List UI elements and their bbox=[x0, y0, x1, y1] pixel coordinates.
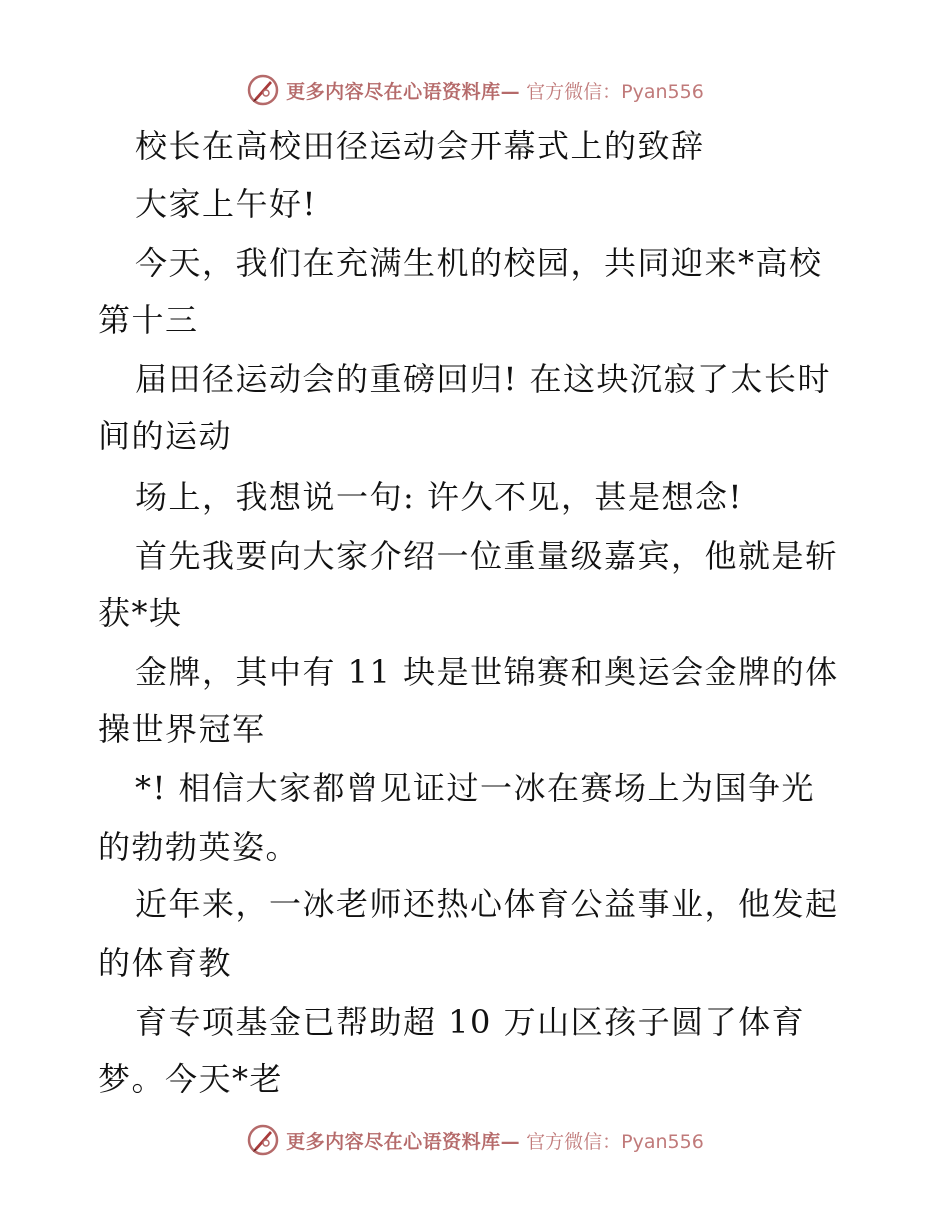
paragraph-line: 届田径运动会的重磅回归! 在这块沉寂了太长时 bbox=[135, 360, 832, 398]
paragraph-line: 第十三 bbox=[98, 301, 199, 339]
watermark-text: 更多内容尽在心语资料库— bbox=[286, 80, 521, 103]
paragraph-line: 今天，我们在充满生机的校园，共同迎来*高校 bbox=[135, 244, 823, 282]
footer-watermark bbox=[0, 1120, 950, 1160]
paragraph-line: 金牌，其中有 11 块是世锦赛和奥运会金牌的体 bbox=[135, 653, 839, 691]
paragraph-line: 间的运动 bbox=[98, 417, 233, 455]
paragraph-line: 场上，我想说一句: 许久不见，甚是想念! bbox=[135, 478, 743, 516]
paragraph-line: 的勃勃英姿。 bbox=[98, 828, 300, 866]
paragraph-line: 育专项基金已帮助超 10 万山区孩子圆了体育 bbox=[135, 1003, 806, 1041]
paragraph-line: 梦。今天*老 bbox=[98, 1060, 284, 1098]
watermark-wechat: 官方微信：Pyan556 bbox=[526, 1130, 704, 1153]
paragraph-line: *! 相信大家都曾见证过一冰在赛场上为国争光 bbox=[135, 769, 816, 807]
paragraph-line: 的体育教 bbox=[98, 944, 233, 982]
paragraph-line: 首先我要向大家介绍一位重量级嘉宾，他就是斩 bbox=[135, 537, 839, 575]
quill-pen-logo-icon bbox=[246, 1123, 280, 1157]
paragraph-line: 大家上午好! bbox=[135, 185, 317, 223]
document-title: 校长在高校田径运动会开幕式上的致辞 bbox=[135, 127, 705, 165]
paragraph-line: 操世界冠军 bbox=[98, 710, 266, 748]
paragraph-line: 近年来，一冰老师还热心体育公益事业，他发起 bbox=[135, 885, 839, 923]
paragraph-line: 获*块 bbox=[98, 594, 183, 632]
header-watermark bbox=[0, 70, 950, 110]
watermark-text: 更多内容尽在心语资料库— bbox=[286, 1130, 521, 1153]
quill-pen-logo-icon bbox=[246, 73, 280, 107]
watermark-wechat: 官方微信：Pyan556 bbox=[526, 80, 704, 103]
